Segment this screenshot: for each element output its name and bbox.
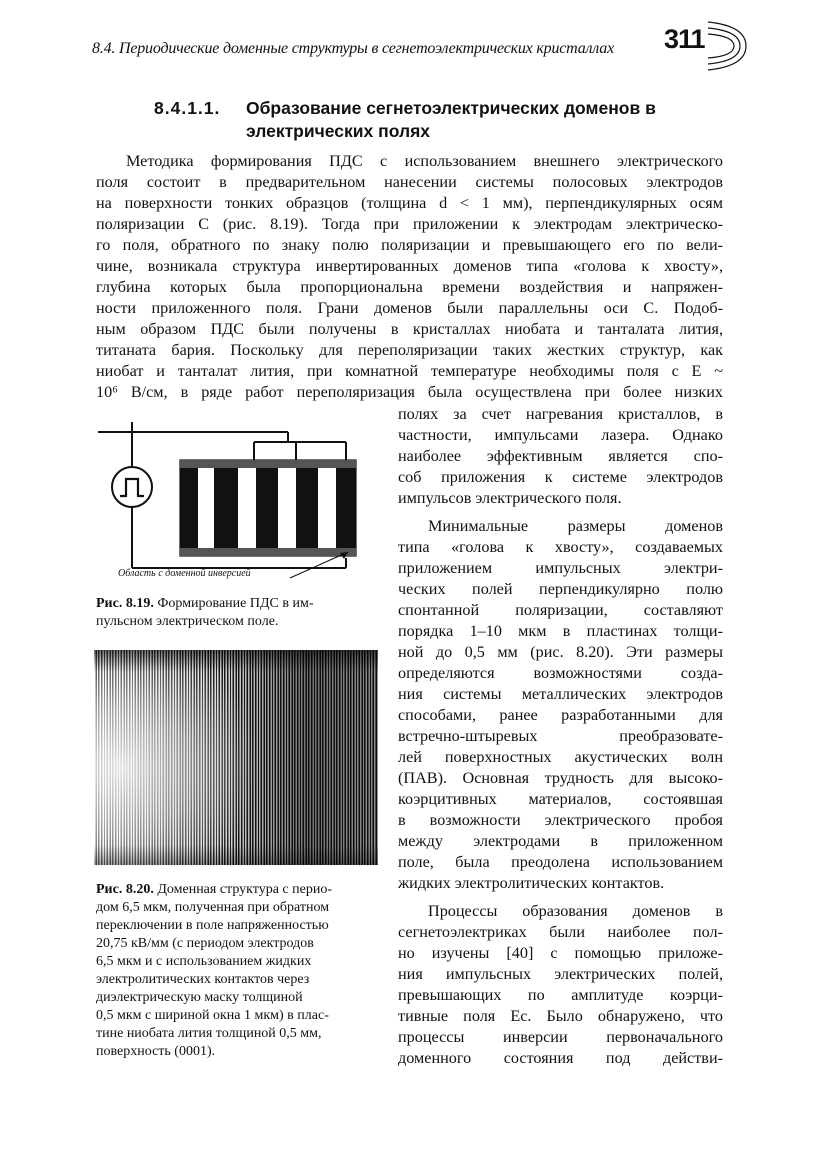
text-line: импульсов электрического поля. xyxy=(398,489,622,507)
figure-8-19-caption-label: Рис. 8.19. xyxy=(96,596,154,611)
text-line: ния системы металлических электродов xyxy=(398,685,723,703)
text-line: типа «голова к хвосту», создаваемых xyxy=(398,538,723,556)
text-line: Процессы образования доменов в xyxy=(428,902,723,920)
caption-line: поверхность (0001). xyxy=(96,1044,216,1059)
text-line: определяются возможностями созда- xyxy=(398,664,723,682)
section-heading xyxy=(154,97,656,143)
text-line: поляризации С (рис. 8.19). Тогда при приложении к электродам электрическо- xyxy=(96,215,723,233)
section-title-line1: Образование сегнетоэлектрических доменов в xyxy=(246,98,656,118)
text-line: поле, была преодолена использованием xyxy=(398,853,723,871)
text-line: ным образом ПДС были получены в кристаллах ниобата и танталата лития, xyxy=(96,320,723,338)
caption-line: дом 6,5 мкм, полученная при обратном xyxy=(96,900,330,915)
running-title: 8.4. Периодические доменные структуры в сегнетоэлектрических кристаллах xyxy=(92,40,614,57)
page-number: 311 xyxy=(664,24,705,54)
text-line: спонтанной поляризации, составляют xyxy=(398,601,723,619)
figure-8-19-caption-line1 xyxy=(96,596,314,612)
caption-line: 20,75 кВ/мм (с периодом электродов xyxy=(96,936,314,951)
caption-line: 6,5 мкм и с использованием жидких xyxy=(96,954,312,969)
text-line: доменного состояния под действи- xyxy=(398,1049,723,1067)
page-ornament-icon xyxy=(706,18,752,74)
text-line: частности, импульсами лазера. Однако xyxy=(398,426,723,444)
text-line: го поля, обратного по знаку полю поляризации и превышающего его по вели- xyxy=(96,236,723,254)
text-line: коэрцитивных материалов, состоявшая xyxy=(398,790,723,808)
figure-8-20-micrograph xyxy=(94,650,378,865)
figure-8-20-caption-label: Рис. 8.20. xyxy=(96,882,154,897)
text-line: Минимальные размеры доменов xyxy=(428,517,723,535)
text-line: лей поверхностных акустических волн xyxy=(398,748,723,766)
text-line: в возможности электрического пробоя xyxy=(398,811,723,829)
caption-line: 0,5 мкм с шириной окна 1 мкм) в плас- xyxy=(96,1008,329,1023)
caption-line: переключении в поле напряженностью xyxy=(96,918,329,933)
caption-text: Доменная структура с перио- xyxy=(157,882,332,897)
caption-line: электролитических контактов через xyxy=(96,972,310,987)
text-line: ности приложенного поля. Грани доменов были параллельны оси С. Подоб- xyxy=(96,299,723,317)
text-line: соб приложения к системе электродов xyxy=(398,468,723,486)
text-line: Методика формирования ПДС с использованием внешнего электрического xyxy=(126,152,723,170)
text-line: 10⁶ В/см, в ряде работ переполяризация была осуществлена при более низких xyxy=(96,383,723,401)
text-line: способами, ранее разработанными для xyxy=(398,706,723,724)
text-line: порядка 1–10 мкм в пластинах толщи- xyxy=(398,622,723,640)
section-title-line2: электрических полях xyxy=(246,121,431,141)
caption-line: диэлектрическую маску толщиной xyxy=(96,990,303,1005)
text-line: ческих полей перпендикулярно полю xyxy=(398,580,723,598)
text-line: титаната бария. Поскольку для переполяризации таких жестких структур, как xyxy=(96,341,723,359)
text-line: сегнетоэлектриках были наиболее пол- xyxy=(398,923,723,941)
text-line: глубина которых была пропорциональна времени воздействия и напряжен- xyxy=(96,278,723,296)
section-number: 8.4.1.1. xyxy=(154,98,221,118)
text-line: процессы инверсии первоначального xyxy=(398,1028,723,1046)
caption-line: тине ниобата лития толщиной 0,5 мм, xyxy=(96,1026,322,1041)
text-line: ниобат и танталат лития, при комнатной температуре необходимы поля с E ~ xyxy=(96,362,723,380)
text-line: жидких электролитических контактов. xyxy=(398,874,665,892)
text-line: встречно-штыревых преобразовате- xyxy=(398,727,723,745)
text-line: приложением импульсных электри- xyxy=(398,559,723,577)
text-line: полях за счет нагревания кристаллов, в xyxy=(398,405,723,423)
text-line: поля состоит в предварительном нанесении системы полосовых электродов xyxy=(96,173,723,191)
caption-line xyxy=(96,882,332,898)
figure-8-19-inner-label: Область с доменной инверсией xyxy=(118,568,251,579)
text-line: но изучены [40] с помощью приложе- xyxy=(398,944,723,962)
text-line: ния импульсных электрических полей, xyxy=(398,965,723,983)
text-line: превышающих по амплитуде коэрци- xyxy=(398,986,723,1004)
figure-8-19-caption-line2: пульсном электрическом поле. xyxy=(96,614,279,629)
text-line: между электродами в приложенном xyxy=(398,832,723,850)
text-line: (ПАВ). Основная трудность для высоко- xyxy=(398,769,723,787)
text-line: чине, возникала структура инвертированных доменов типа «голова к хвосту», xyxy=(96,257,723,275)
caption-text: Формирование ПДС в им- xyxy=(157,596,314,611)
text-line: ной до 0,5 мм (рис. 8.20). Эти размеры xyxy=(398,643,723,661)
text-line: наиболее эффективным является спо- xyxy=(398,447,723,465)
text-line: на поверхности тонких образцов (толщина d < 1 мм), перпендикулярных осям xyxy=(96,194,723,212)
text-line: тивные поля Eс. Было обнаружено, что xyxy=(398,1007,723,1025)
